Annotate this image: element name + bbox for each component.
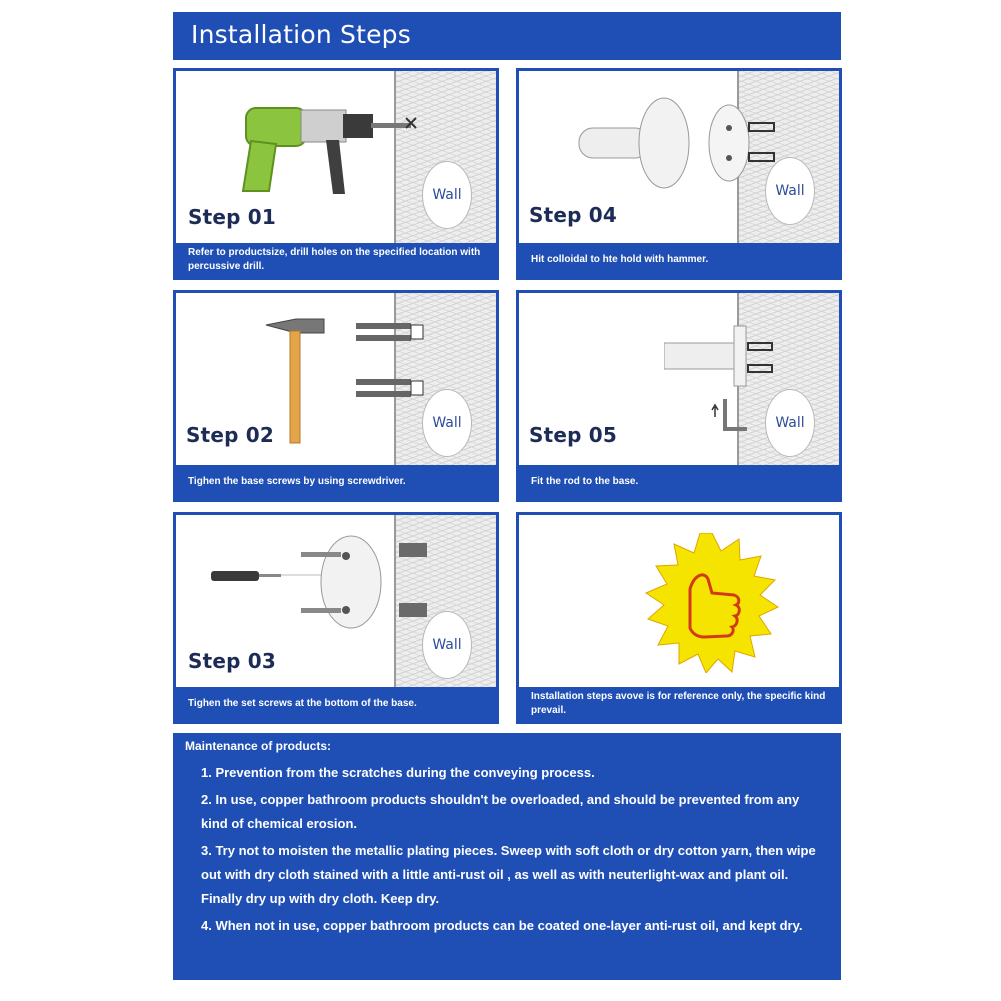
step-02-panel <box>173 290 499 502</box>
step-05-panel <box>516 290 842 502</box>
base-plate-icon <box>291 530 391 640</box>
maintenance-item: 2. In use, copper bathroom products shouldn't be overloaded, and should be prevented from any kind of chemical erosion. <box>201 792 800 831</box>
page-title: Installation Steps <box>191 20 411 49</box>
wall-oval: Wall <box>422 611 472 679</box>
wall-oval: Wall <box>422 389 472 457</box>
rod-and-base-icon <box>569 86 799 216</box>
hex-key-icon <box>707 385 767 445</box>
reference-note-panel <box>516 512 842 724</box>
wall-oval: Wall <box>422 161 472 229</box>
step-label: Step 04 <box>529 203 618 227</box>
wall-anchors-icon <box>356 313 436 413</box>
step-label: Step 02 <box>186 423 275 447</box>
wall-oval: Wall <box>765 389 815 457</box>
wall-oval: Wall <box>765 157 815 225</box>
rod-icon <box>664 321 794 391</box>
maintenance-section <box>173 733 841 980</box>
step-caption: Hit colloidal to hte hold with hammer. <box>519 243 839 277</box>
step-label: Step 01 <box>188 205 277 229</box>
maintenance-item: 1. Prevention from the scratches during the conveying process. <box>201 765 595 780</box>
step-caption: Tighen the set screws at the bottom of the base. <box>176 687 496 721</box>
step-01-panel <box>173 68 499 280</box>
step-label: Step 03 <box>188 649 277 673</box>
step-caption: Fit the rod to the base. <box>519 465 839 499</box>
thumbs-up-badge-icon <box>642 533 782 673</box>
installation-header <box>173 12 841 60</box>
step-04-panel <box>516 68 842 280</box>
step-caption: Tighen the base screws by using screwdriver. <box>176 465 496 499</box>
maintenance-item: 3. Try not to moisten the metallic plating pieces. Sweep with soft cloth or dry cotton yarn, then wipe out with dry cloth stained with a little anti-rust oil , as well as with neuterlight-wax and plant oil. Finally dry up with dry cloth. Keep dry. <box>201 843 816 906</box>
step-caption: Installation steps avove is for reference only, the specific kind prevail. <box>519 687 839 721</box>
wall-plugs-icon <box>399 543 439 633</box>
maintenance-item: 4. When not in use, copper bathroom products can be coated one-layer anti-rust oil, and kept dry. <box>201 918 803 933</box>
maintenance-title: Maintenance of products: <box>185 739 332 753</box>
step-03-panel <box>173 512 499 724</box>
step-caption: Refer to productsize, drill holes on the specified location with percussive drill. <box>176 243 496 277</box>
step-label: Step 05 <box>529 423 618 447</box>
